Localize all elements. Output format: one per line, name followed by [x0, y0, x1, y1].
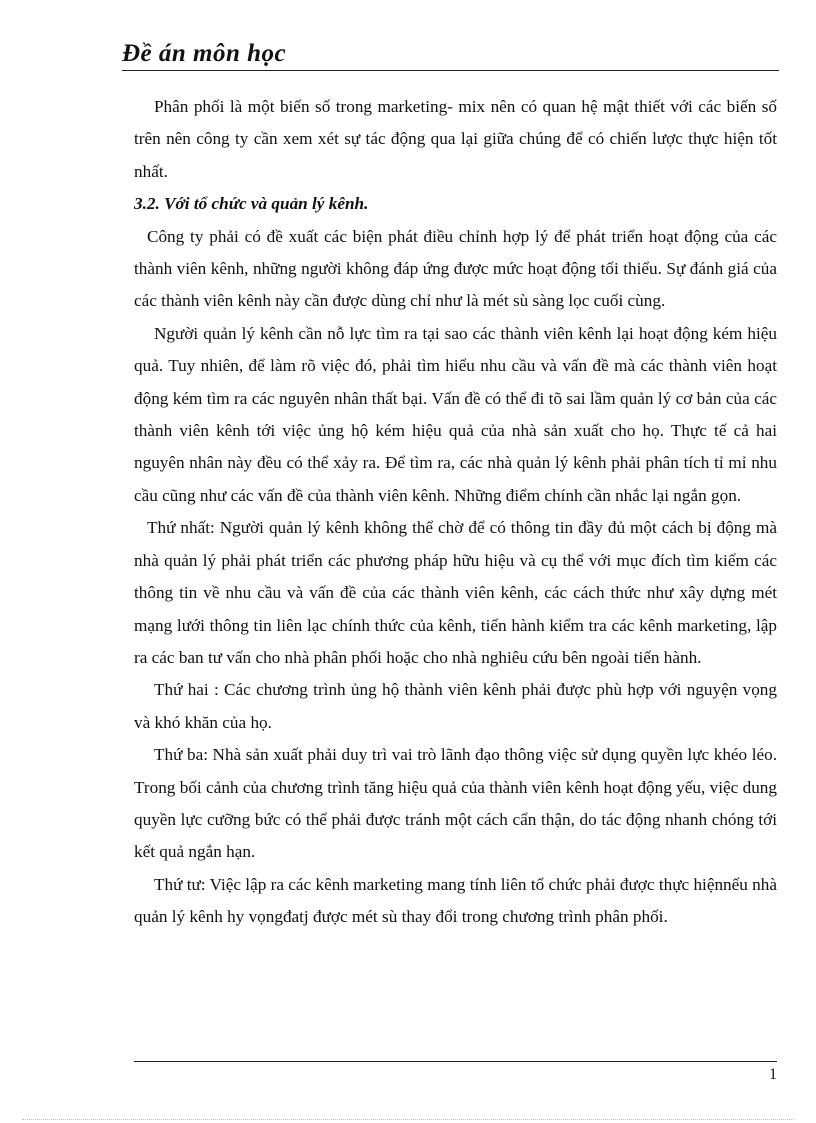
- paragraph: Thứ ba: Nhà sản xuất phải duy trì vai trò lãnh đạo thông việc sử dụng quyền lực khéo léo. Trong bối cảnh của chương trình tăng hiệu quả của thành viên kênh hoạt động yếu, việc dung quyền lực cưỡng bức có thể phải được tránh một cách cẩn thận, do tác động nhanh chóng tới kết quả ngắn hạn.: [134, 745, 777, 862]
- paragraph: Thứ hai : Các chương trình ủng hộ thành viên kênh phải được phù hợp với nguyện vọng và khó khăn của họ.: [134, 680, 777, 732]
- footer-divider: [134, 1061, 777, 1062]
- header-divider: [122, 70, 779, 71]
- paragraph: Thứ tư: Việc lập ra các kênh marketing mang tính liên tổ chức phải được thực hiệnnếu nhà quản lý kênh hy vọngđatj được mét sù thay đổi trong chương trình phân phối.: [134, 874, 777, 927]
- page-number: 1: [769, 1066, 777, 1083]
- page-title: Đề án môn học: [122, 40, 287, 67]
- section-heading: 3.2. Với tổ chức và quản lý kênh.: [134, 194, 369, 214]
- page-edge-divider: [22, 1119, 794, 1120]
- paragraph: Thứ nhất: Người quản lý kênh không thể chờ để có thông tin đầy đủ một cách bị động mà nhà quản lý phải phát triển các phương pháp hữu hiệu và cụ thể với mục đích tìm kiếm các thông tin về nhu cầu và vấn đề của các thành viên kênh, các cách thức như xây dựng mét mạng lưới thông tin liên lạc chính thức của kênh, tiến hành kiểm tra các kênh marketing, lập ra các ban tư vấn cho nhà phân phối hoặc cho nhà nghiêu cứu bên ngoài tiến hành.: [134, 518, 777, 667]
- paragraph: Công ty phải có đề xuất các biện phát điều chỉnh hợp lý để phát triển hoạt động của các thành viên kênh, những người không đáp ứng được mức hoạt động tối thiểu. Sự đánh giá của các thành viên kênh này cần được dùng chỉ như là mét sù sàng lọc cuối cùng.: [134, 226, 777, 311]
- paragraph: Người quản lý kênh cần nỗ lực tìm ra tại sao các thành viên kênh lại hoạt động kém hiệu quả. Tuy nhiên, để làm rõ việc đó, phải tìm hiểu nhu cầu và vấn đề mà các thành viên hoạt động kém tìm ra các nguyên nhân thất bại. Vấn đề có thể đi tõ sai lầm quản lý cơ bản của các thành viên kênh tới việc ủng hộ kém hiệu quả của nhà sản xuất cho họ. Thực tế cả hai nguyên nhân này đều có thể xảy ra. Để tìm ra, các nhà quản lý kênh phải phân tích tỉ mỉ nhu cầu cũng như các vấn đề của thành viên kênh. Những điểm chính cần nhắc lại ngắn gọn.: [134, 323, 777, 505]
- document-body: [134, 91, 777, 934]
- intro-paragraph: Phân phối là một biến số trong marketing- mix nên có quan hệ mật thiết với các biến số trên nên công ty cần xem xét sự tác động qua lại giữa chúng để có chiến lược thực hiện tốt nhất.: [134, 97, 777, 181]
